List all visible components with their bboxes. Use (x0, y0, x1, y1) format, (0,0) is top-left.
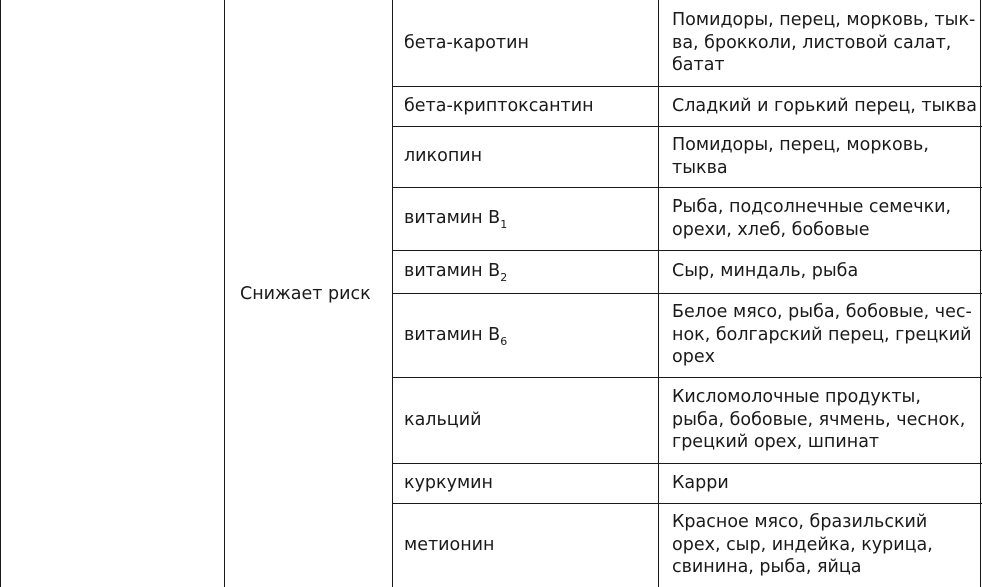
food-cell (672, 187, 977, 250)
food-line: орех (672, 347, 715, 368)
nutrient-cell (404, 250, 654, 293)
food-line: тыква (672, 157, 728, 178)
nutrient-cell (404, 86, 654, 126)
nutrient-cell (404, 463, 654, 503)
nutrient-cell (404, 0, 654, 86)
nutrient-subscript: 6 (500, 334, 508, 348)
food-line: рыба, бобовые, ячмень, чеснок, (672, 409, 966, 430)
food-line: Красное мясо, бразильский (672, 512, 928, 533)
nutrient-name: бета-каротин (404, 32, 529, 53)
food-line: орехи, хлеб, бобовые (672, 219, 870, 240)
food-line: Карри (672, 472, 729, 493)
food-cell (672, 463, 977, 503)
nutrient-cell (404, 377, 654, 463)
food-cell (672, 86, 977, 126)
nutrient-cell (404, 126, 654, 187)
nutrient-name: куркумин (404, 472, 493, 493)
nutrient-name: кальций (404, 409, 482, 430)
food-line: Сладкий и горький перец, тыква (672, 95, 977, 116)
nutrient-name: бета-криптоксантин (404, 95, 594, 116)
food-cell (672, 0, 977, 86)
nutrient-name: витамин $B_2$ (404, 261, 508, 285)
food-line: Рыба, подсолнечные семечки, (672, 197, 952, 217)
nutrient-name: метионин (404, 534, 495, 555)
nutrient-cell (404, 503, 654, 587)
nutrient-name: витамин $B_6$ (404, 324, 508, 348)
effect-cell: Снижает риск (240, 283, 371, 304)
food-cell (672, 126, 977, 187)
food-cell (672, 377, 977, 463)
nutrient-name: витамин $B_1$ (404, 208, 508, 232)
table-border-left (0, 0, 1, 587)
food-line: Кисломолочные продукты, (672, 387, 921, 408)
food-cell (672, 503, 977, 587)
food-cell (672, 293, 977, 377)
nutrient-subscript: 1 (500, 218, 508, 232)
food-line: ва, брокколи, листовой салат, (672, 32, 952, 53)
nutrient-cell (404, 187, 654, 250)
food-line: нок, болгарский перец, грецкий (672, 324, 972, 345)
column-divider-1 (224, 0, 225, 587)
food-line: Сыр, миндаль, рыба (672, 261, 859, 282)
food-line: батат (672, 55, 725, 76)
food-cell (672, 250, 977, 293)
food-line: Белое мясо, рыба, бобовые, чес- (672, 302, 972, 323)
food-line: свинина, рыба, яйца (672, 557, 862, 578)
food-line: орех, сыр, индейка, курица, (672, 534, 933, 555)
food-line: грецкий орех, шпинат (672, 432, 880, 453)
nutrient-name: ликопин (404, 146, 483, 167)
nutrient-subscript: 2 (500, 271, 508, 285)
nutrient-cell (404, 293, 654, 377)
food-line: Помидоры, перец, морковь, (672, 135, 929, 155)
food-line: Помидоры, перец, морковь, тык- (672, 10, 976, 31)
